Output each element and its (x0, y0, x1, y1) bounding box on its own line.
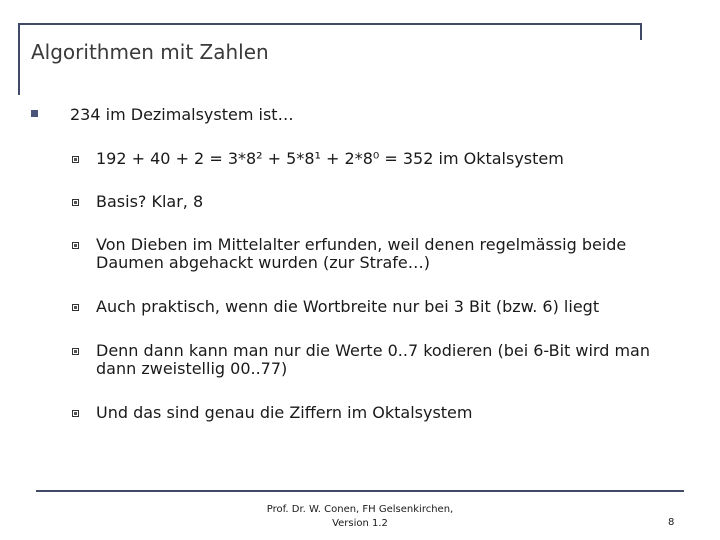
square-bullet-icon (31, 110, 38, 117)
sub-bullet-text: Denn dann kann man nur die Werte 0..7 kodieren (bei 6-Bit wird man dann zweistellig 00..77) (96, 341, 650, 378)
footer-divider (36, 490, 684, 492)
checkbox-bullet-icon (72, 304, 79, 311)
main-bullet-text: 234 im Dezimalsystem ist… (70, 105, 294, 124)
title-frame-right-line (640, 23, 642, 40)
sub-bullet-text: Auch praktisch, wenn die Wortbreite nur bei 3 Bit (bzw. 6) liegt (96, 297, 600, 316)
footer-credit: Prof. Dr. W. Conen, FH Gelsenkirchen, Version 1.2 (266, 504, 454, 529)
title-frame-top-line (18, 23, 642, 25)
checkbox-bullet-icon (72, 242, 79, 249)
page-number: 8 (668, 517, 675, 528)
title-frame-left-line (18, 23, 20, 95)
checkbox-bullet-icon (72, 156, 79, 163)
checkbox-bullet-icon (72, 199, 79, 206)
slide-title: Algorithmen mit Zahlen (31, 40, 269, 64)
checkbox-bullet-icon (72, 410, 79, 417)
sub-bullet-text: 192 + 40 + 2 = 3*8² + 5*8¹ + 2*8⁰ = 352 im Oktalsystem (96, 149, 564, 168)
checkbox-bullet-icon (72, 348, 79, 355)
sub-bullet-text: Und das sind genau die Ziffern im Oktalsystem (96, 403, 473, 422)
sub-bullet-text: Basis? Klar, 8 (96, 192, 204, 211)
sub-bullet-text: Von Dieben im Mittelalter erfunden, weil denen regelmässig beide Daumen abgehackt wurden (zur Strafe…) (96, 235, 627, 272)
